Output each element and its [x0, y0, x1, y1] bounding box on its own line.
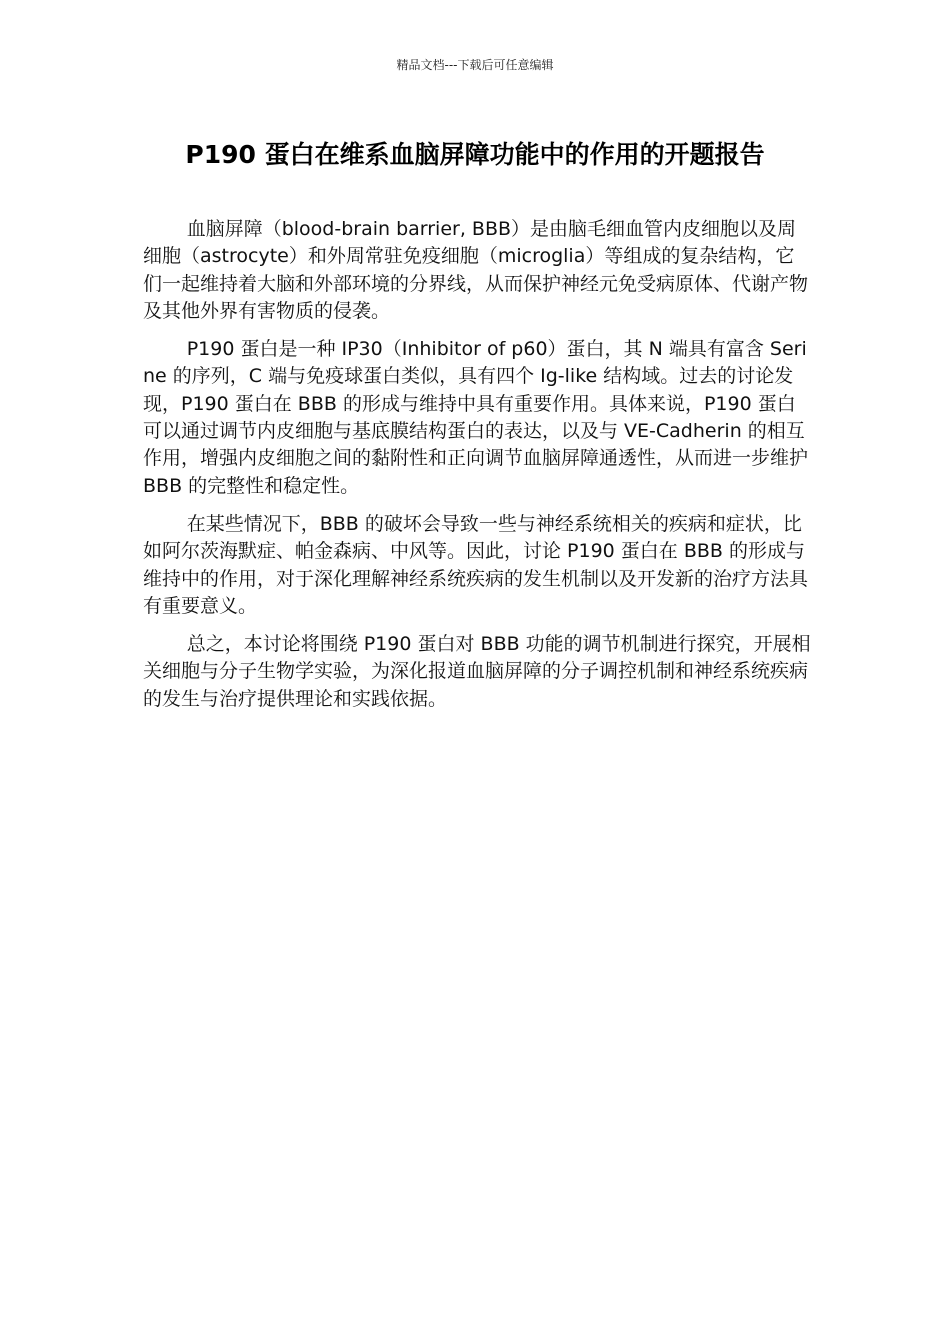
paragraph-2: P190 蛋白是一种 IP30（Inhibitor of p60）蛋白，其 N 端具有富含 Serine 的序列，C 端与免疫球蛋白类似，具有四个 Ig-like 结构域。过去的讨论发现，P190 蛋白在 BBB 的形成与维持中具有重要作用。具体来说，P190 蛋白可以通过调节内皮细胞与基底膜结构蛋白的表达，以及与 VE-Cadherin 的相互作用，增强内皮细胞之间的黏附性和正向调节血脑屏障通透性，从而进一步维护 BBB 的完整性和稳定性。: [143, 338, 809, 497]
paragraph-3: 在某些情况下，BBB 的破坏会导致一些与神经系统相关的疾病和症状，比如阿尔茨海默症、帕金森病、中风等。因此，讨论 P190 蛋白在 BBB 的形成与维持中的作用，对于深化理解神经系统疾病的发生机制以及开发新的治疗方法具有重要意义。: [143, 512, 809, 617]
paragraph-4: 总之，本讨论将围绕 P190 蛋白对 BBB 功能的调节机制进行探究，开展相关细胞与分子生物学实验，为深化报道血脑屏障的分子调控机制和神经系统疾病的发生与治疗提供理论和实践依据。: [143, 633, 811, 710]
document-title: P190 蛋白在维系血脑屏障功能中的作用的开题报告: [185, 140, 765, 169]
header-note: 精品文档---下载后可任意编辑: [396, 58, 554, 72]
document-body: [143, 216, 811, 724]
paragraph-1: 血脑屏障（blood-brain barrier, BBB）是由脑毛细血管内皮细胞以及周细胞（astrocyte）和外周常驻免疫细胞（microglia）等组成的复杂结构，它们一起维持着大脑和外部环境的分界线，从而保护神经元免受病原体、代谢产物及其他外界有害物质的侵袭。: [143, 218, 809, 322]
